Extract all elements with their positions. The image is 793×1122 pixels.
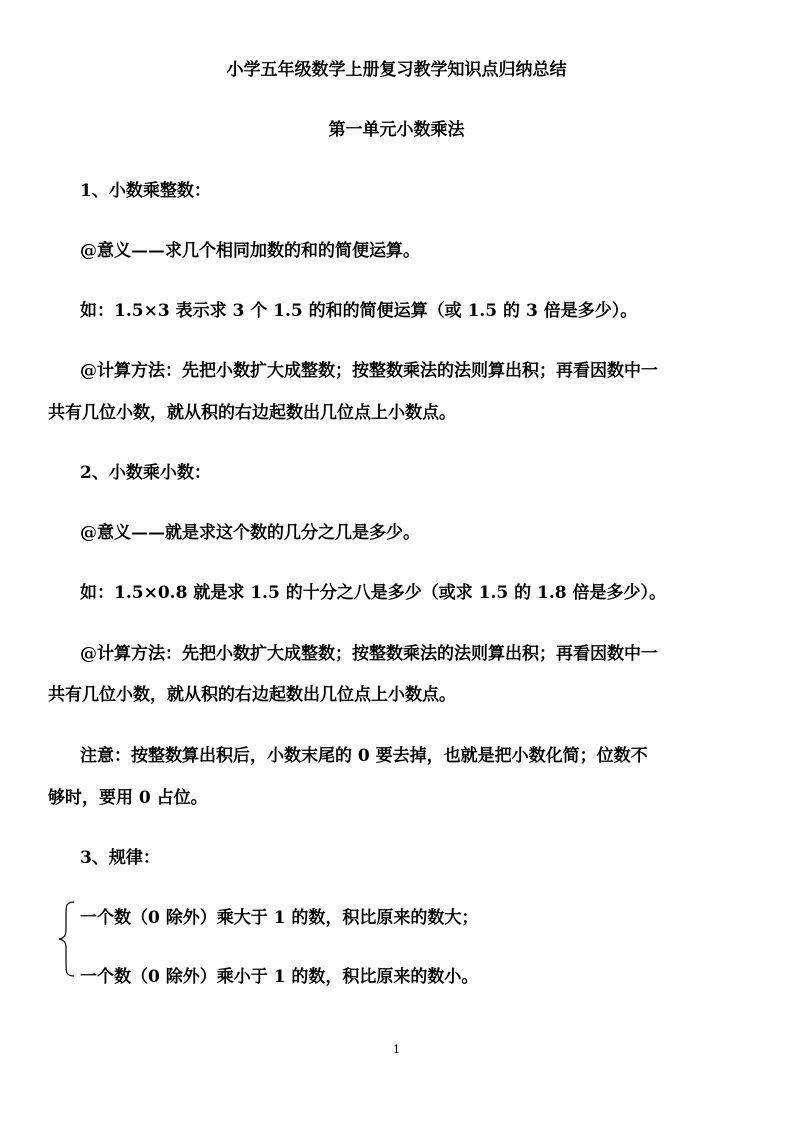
unit-title: 第一单元小数乘法	[328, 120, 465, 140]
section2-note-line2: 够时，要用 0 占位。	[48, 788, 208, 808]
section2-example: 如：1.5×0.8 就是求 1.5 的十分之八是多少（或求 1.5 的 1.8 倍是多少）。	[80, 583, 667, 603]
section3-rule1: 一个数（0 除外）乘大于 1 的数，积比原来的数大；	[80, 908, 479, 928]
section2-method-line1: @计算方法：先把小数扩大成整数；按整数乘法的法则算出积；再看因数中一	[80, 644, 658, 664]
section2-meaning: @意义——就是求这个数的几分之几是多少。	[80, 523, 420, 543]
section3-rule2: 一个数（0 除外）乘小于 1 的数，积比原来的数小。	[80, 967, 479, 987]
section2-method-line2: 共有几位小数，就从积的右边起数出几位点上小数点。	[48, 685, 456, 705]
curly-brace-icon	[56, 900, 78, 978]
section1-method-line1: @计算方法：先把小数扩大成整数；按整数乘法的法则算出积；再看因数中一	[80, 361, 658, 381]
section1-meaning: @意义——求几个相同加数的和的简便运算。	[80, 241, 420, 261]
page-number: 1	[393, 1043, 400, 1056]
section2-note-line1: 注意：按整数算出积后，小数末尾的 0 要去掉，也就是把小数化简；位数不	[80, 746, 648, 766]
section1-heading: 1、小数乘整数：	[80, 181, 211, 201]
document-title: 小学五年级数学上册复习教学知识点归纳总结	[226, 60, 567, 80]
section2-heading: 2、小数乘小数：	[80, 463, 211, 483]
section3-heading: 3、规律：	[80, 848, 160, 868]
section1-example: 如：1.5×3 表示求 3 个 1.5 的和的简便运算（或 1.5 的 3 倍是多少）。	[80, 301, 638, 321]
section1-method-line2: 共有几位小数，就从积的右边起数出几位点上小数点。	[48, 403, 456, 423]
